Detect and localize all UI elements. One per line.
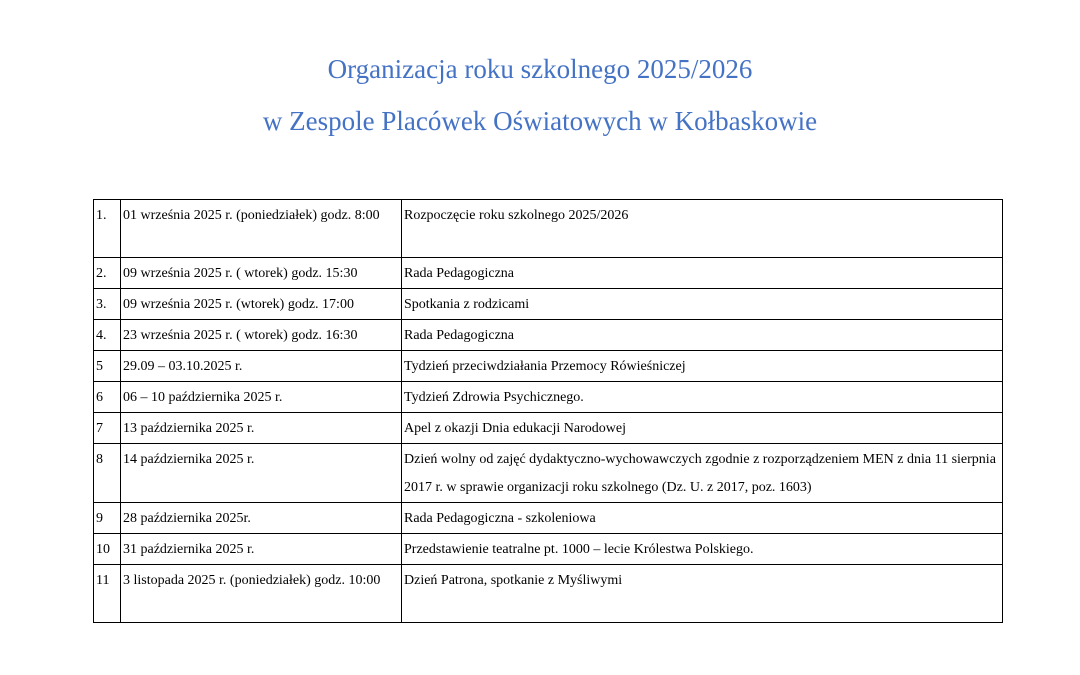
row-date: 09 września 2025 r. (wtorek) godz. 17:00	[121, 289, 402, 320]
table-row	[94, 382, 1003, 413]
row-date: 28 października 2025r.	[121, 503, 402, 534]
row-number: 8	[94, 444, 121, 503]
row-event: Rozpoczęcie roku szkolnego 2025/2026	[402, 200, 1003, 258]
row-number: 1.	[94, 200, 121, 258]
row-date: 06 – 10 października 2025 r.	[121, 382, 402, 413]
row-number: 3.	[94, 289, 121, 320]
row-number: 7	[94, 413, 121, 444]
row-event: Tydzień Zdrowia Psychicznego.	[402, 382, 1003, 413]
table-row	[94, 351, 1003, 382]
row-date: 23 września 2025 r. ( wtorek) godz. 16:30	[121, 320, 402, 351]
row-date: 13 października 2025 r.	[121, 413, 402, 444]
table-row	[94, 258, 1003, 289]
row-date: 14 października 2025 r.	[121, 444, 402, 503]
row-number: 6	[94, 382, 121, 413]
row-number: 10	[94, 534, 121, 565]
row-date: 3 listopada 2025 r. (poniedziałek) godz. 10:00	[121, 565, 402, 623]
table-row	[94, 320, 1003, 351]
row-date: 01 września 2025 r. (poniedziałek) godz. 8:00	[121, 200, 402, 258]
row-event: Przedstawienie teatralne pt. 1000 – lecie Królestwa Polskiego.	[402, 534, 1003, 565]
row-event: Rada Pedagogiczna - szkoleniowa	[402, 503, 1003, 534]
schedule-table	[93, 199, 1003, 623]
table-row	[94, 289, 1003, 320]
row-event: Dzień Patrona, spotkanie z Myśliwymi	[402, 565, 1003, 623]
row-event: Rada Pedagogiczna	[402, 320, 1003, 351]
row-event: Apel z okazji Dnia edukacji Narodowej	[402, 413, 1003, 444]
row-number: 2.	[94, 258, 121, 289]
table-row	[94, 503, 1003, 534]
table-row	[94, 413, 1003, 444]
document-subtitle: w Zespole Placówek Oświatowych w Kołbaskowie	[262, 106, 818, 136]
row-event: Tydzień przeciwdziałania Przemocy Rówieśniczej	[402, 351, 1003, 382]
table-row	[94, 565, 1003, 623]
row-number: 4.	[94, 320, 121, 351]
table-row	[94, 534, 1003, 565]
row-number: 11	[94, 565, 121, 623]
document-title: Organizacja roku szkolnego 2025/2026	[327, 54, 753, 84]
row-date: 31 października 2025 r.	[121, 534, 402, 565]
row-date: 29.09 – 03.10.2025 r.	[121, 351, 402, 382]
row-number: 5	[94, 351, 121, 382]
row-event: Spotkania z rodzicami	[402, 289, 1003, 320]
row-event: Rada Pedagogiczna	[402, 258, 1003, 289]
table-row	[94, 444, 1003, 503]
row-number: 9	[94, 503, 121, 534]
row-date: 09 września 2025 r. ( wtorek) godz. 15:30	[121, 258, 402, 289]
row-event: Dzień wolny od zajęć dydaktyczno-wychowawczych zgodnie z rozporządzeniem MEN z dnia 11 sierpnia 2017 r. w sprawie organizacji roku szkolnego (Dz. U. z 2017, poz. 1603)	[402, 444, 1003, 503]
table-row	[94, 200, 1003, 258]
